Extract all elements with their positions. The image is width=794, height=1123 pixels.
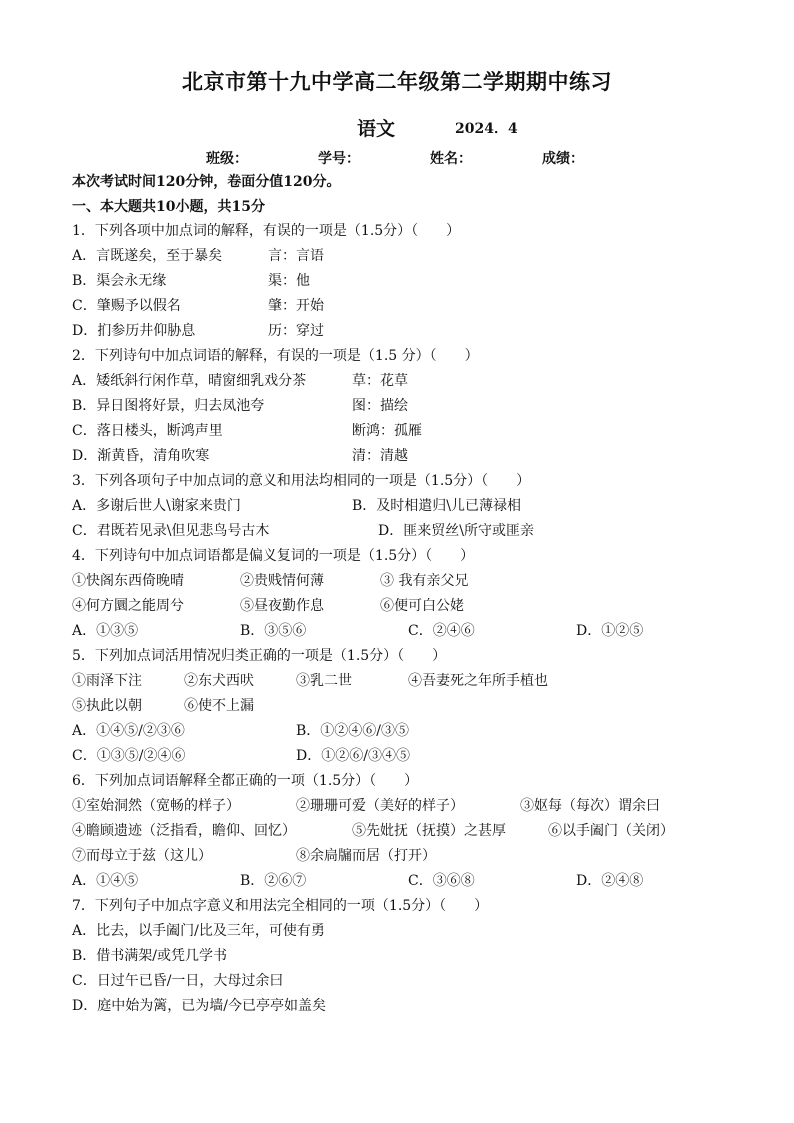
choice-c: C．②④⑥ (408, 623, 475, 639)
item: ②东犬西吠 (184, 673, 254, 689)
exam-info: 本次考试时间120分钟，卷面分值120分。 (72, 174, 341, 190)
item: ③妪每（每次）谓余曰 (520, 798, 660, 814)
question-4-stem: 4．下列诗句中加点词语都是偏义复词的一项是（1.5分）（ ） (72, 548, 475, 564)
option-explanation: 言：言语 (268, 248, 324, 264)
choice-c: C．①③⑤/②④⑥ (72, 748, 186, 764)
item: ⑤昼夜勤作息 (240, 598, 324, 614)
item: ①快阁东西倚晚晴 (72, 573, 184, 589)
choice-b: B．③⑤⑥ (240, 623, 307, 639)
question-5-stem: 5．下列加点词活用情况归类正确的一项是（1.5分）（ ） (72, 648, 447, 664)
choice-c: C．③⑥⑧ (408, 873, 475, 889)
choice-d: D．②④⑧ (576, 873, 644, 889)
subject-label: 语文 (357, 118, 396, 140)
option-b: B．及时相遣归\儿已薄禄相 (352, 498, 522, 514)
option-text: D．扪参历井仰胁息 (72, 323, 196, 339)
score-field-label: 成绩： (542, 151, 584, 167)
item: ①室始洞然（宽畅的样子） (72, 798, 240, 814)
item: ⑥使不上漏 (184, 698, 254, 714)
question-7-option-a: A．比去，以手阖门/比及三年，可使有勇 (72, 923, 325, 939)
item: ②珊珊可爱（美好的样子） (296, 798, 464, 814)
option-explanation: 肇：开始 (268, 298, 324, 314)
choice-a: A．①④⑤/②③⑥ (72, 723, 185, 739)
option-d: D．匪来贸丝\所守或匪亲 (378, 523, 534, 539)
option-explanation: 清：清越 (352, 448, 408, 464)
option-explanation: 历：穿过 (268, 323, 324, 339)
option-text: A．矮纸斜行闲作草，晴窗细乳戏分茶 (72, 373, 307, 389)
item: ③乳二世 (296, 673, 352, 689)
option-text: B．渠会永无缘 (72, 273, 167, 289)
item: ③ 我有亲父兄 (380, 573, 469, 589)
item: ④瞻顾遗迹（泛指看，瞻仰、回忆） (72, 823, 296, 839)
question-7-option-b: B．借书满架/或凭几学书 (72, 948, 228, 964)
item: ④吾妻死之年所手植也 (408, 673, 548, 689)
choice-a: A．①④⑤ (72, 873, 139, 889)
item: ⑤执此以朝 (72, 698, 142, 714)
item: ②贵贱情何薄 (240, 573, 324, 589)
question-7-stem: 7．下列句子中加点字意义和用法完全相同的一项（1.5分）（ ） (72, 898, 489, 914)
option-a: A．多谢后世人\谢家来贵门 (72, 498, 241, 514)
section-heading: 一、本大题共10小题，共15分 (72, 199, 265, 215)
item: ⑥便可白公姥 (380, 598, 464, 614)
student-id-field-label: 学号： (318, 151, 360, 167)
page-title: 北京市第十九中学高二年级第二学期期中练习 (182, 69, 612, 94)
question-6-stem: 6．下列加点词语解释全都正确的一项（1.5分）（ ） (72, 773, 419, 789)
item: ⑥以手阖门（关闭） (548, 823, 674, 839)
option-text: C．肇赐予以假名 (72, 298, 181, 314)
option-explanation: 图：描绘 (352, 398, 408, 414)
exam-date: 2024．4 (455, 121, 518, 137)
question-7-option-c: C．日过午已昏/一日，大母过余曰 (72, 973, 284, 989)
option-text: C．落日楼头，断鸿声里 (72, 423, 223, 439)
option-explanation: 草：花草 (352, 373, 408, 389)
option-text: B．异日图将好景，归去凤池夸 (72, 398, 265, 414)
choice-b: B．②⑥⑦ (240, 873, 307, 889)
item: ①雨泽下注 (72, 673, 142, 689)
question-7-option-d: D．庭中始为篱，已为墙/今已亭亭如盖矣 (72, 998, 326, 1014)
choice-d: D．①②⑤ (576, 623, 644, 639)
option-explanation: 渠：他 (268, 273, 310, 289)
item: ⑧余扃牖而居（打开） (296, 848, 436, 864)
student-info-fields (0, 148, 794, 168)
name-field-label: 姓名： (430, 151, 472, 167)
option-text: A．言既遂矣，至于暴矣 (72, 248, 223, 264)
item: ⑦而母立于兹（这儿） (72, 848, 212, 864)
option-text: D．渐黄昏，清角吹寒 (72, 448, 210, 464)
option-c: C．君既若见录\但见悲鸟号古木 (72, 523, 270, 539)
question-3-stem: 3．下列各项句子中加点词的意义和用法均相同的一项是（1.5分）（ ） (72, 473, 531, 489)
item: ④何方圜之能周兮 (72, 598, 184, 614)
question-2-stem: 2．下列诗句中加点词语的解释，有误的一项是（1.5 分）（ ） (72, 348, 479, 364)
option-explanation: 断鸿：孤雁 (352, 423, 422, 439)
choice-d: D．①②⑥/③④⑤ (296, 748, 410, 764)
choice-b: B．①②④⑥/③⑤ (296, 723, 410, 739)
question-1-stem: 1．下列各项中加点词的解释，有误的一项是（1.5分）（ ） (72, 223, 461, 239)
choice-a: A．①③⑤ (72, 623, 139, 639)
class-field-label: 班级： (206, 151, 248, 167)
item: ⑤先妣抚（抚摸）之甚厚 (352, 823, 506, 839)
